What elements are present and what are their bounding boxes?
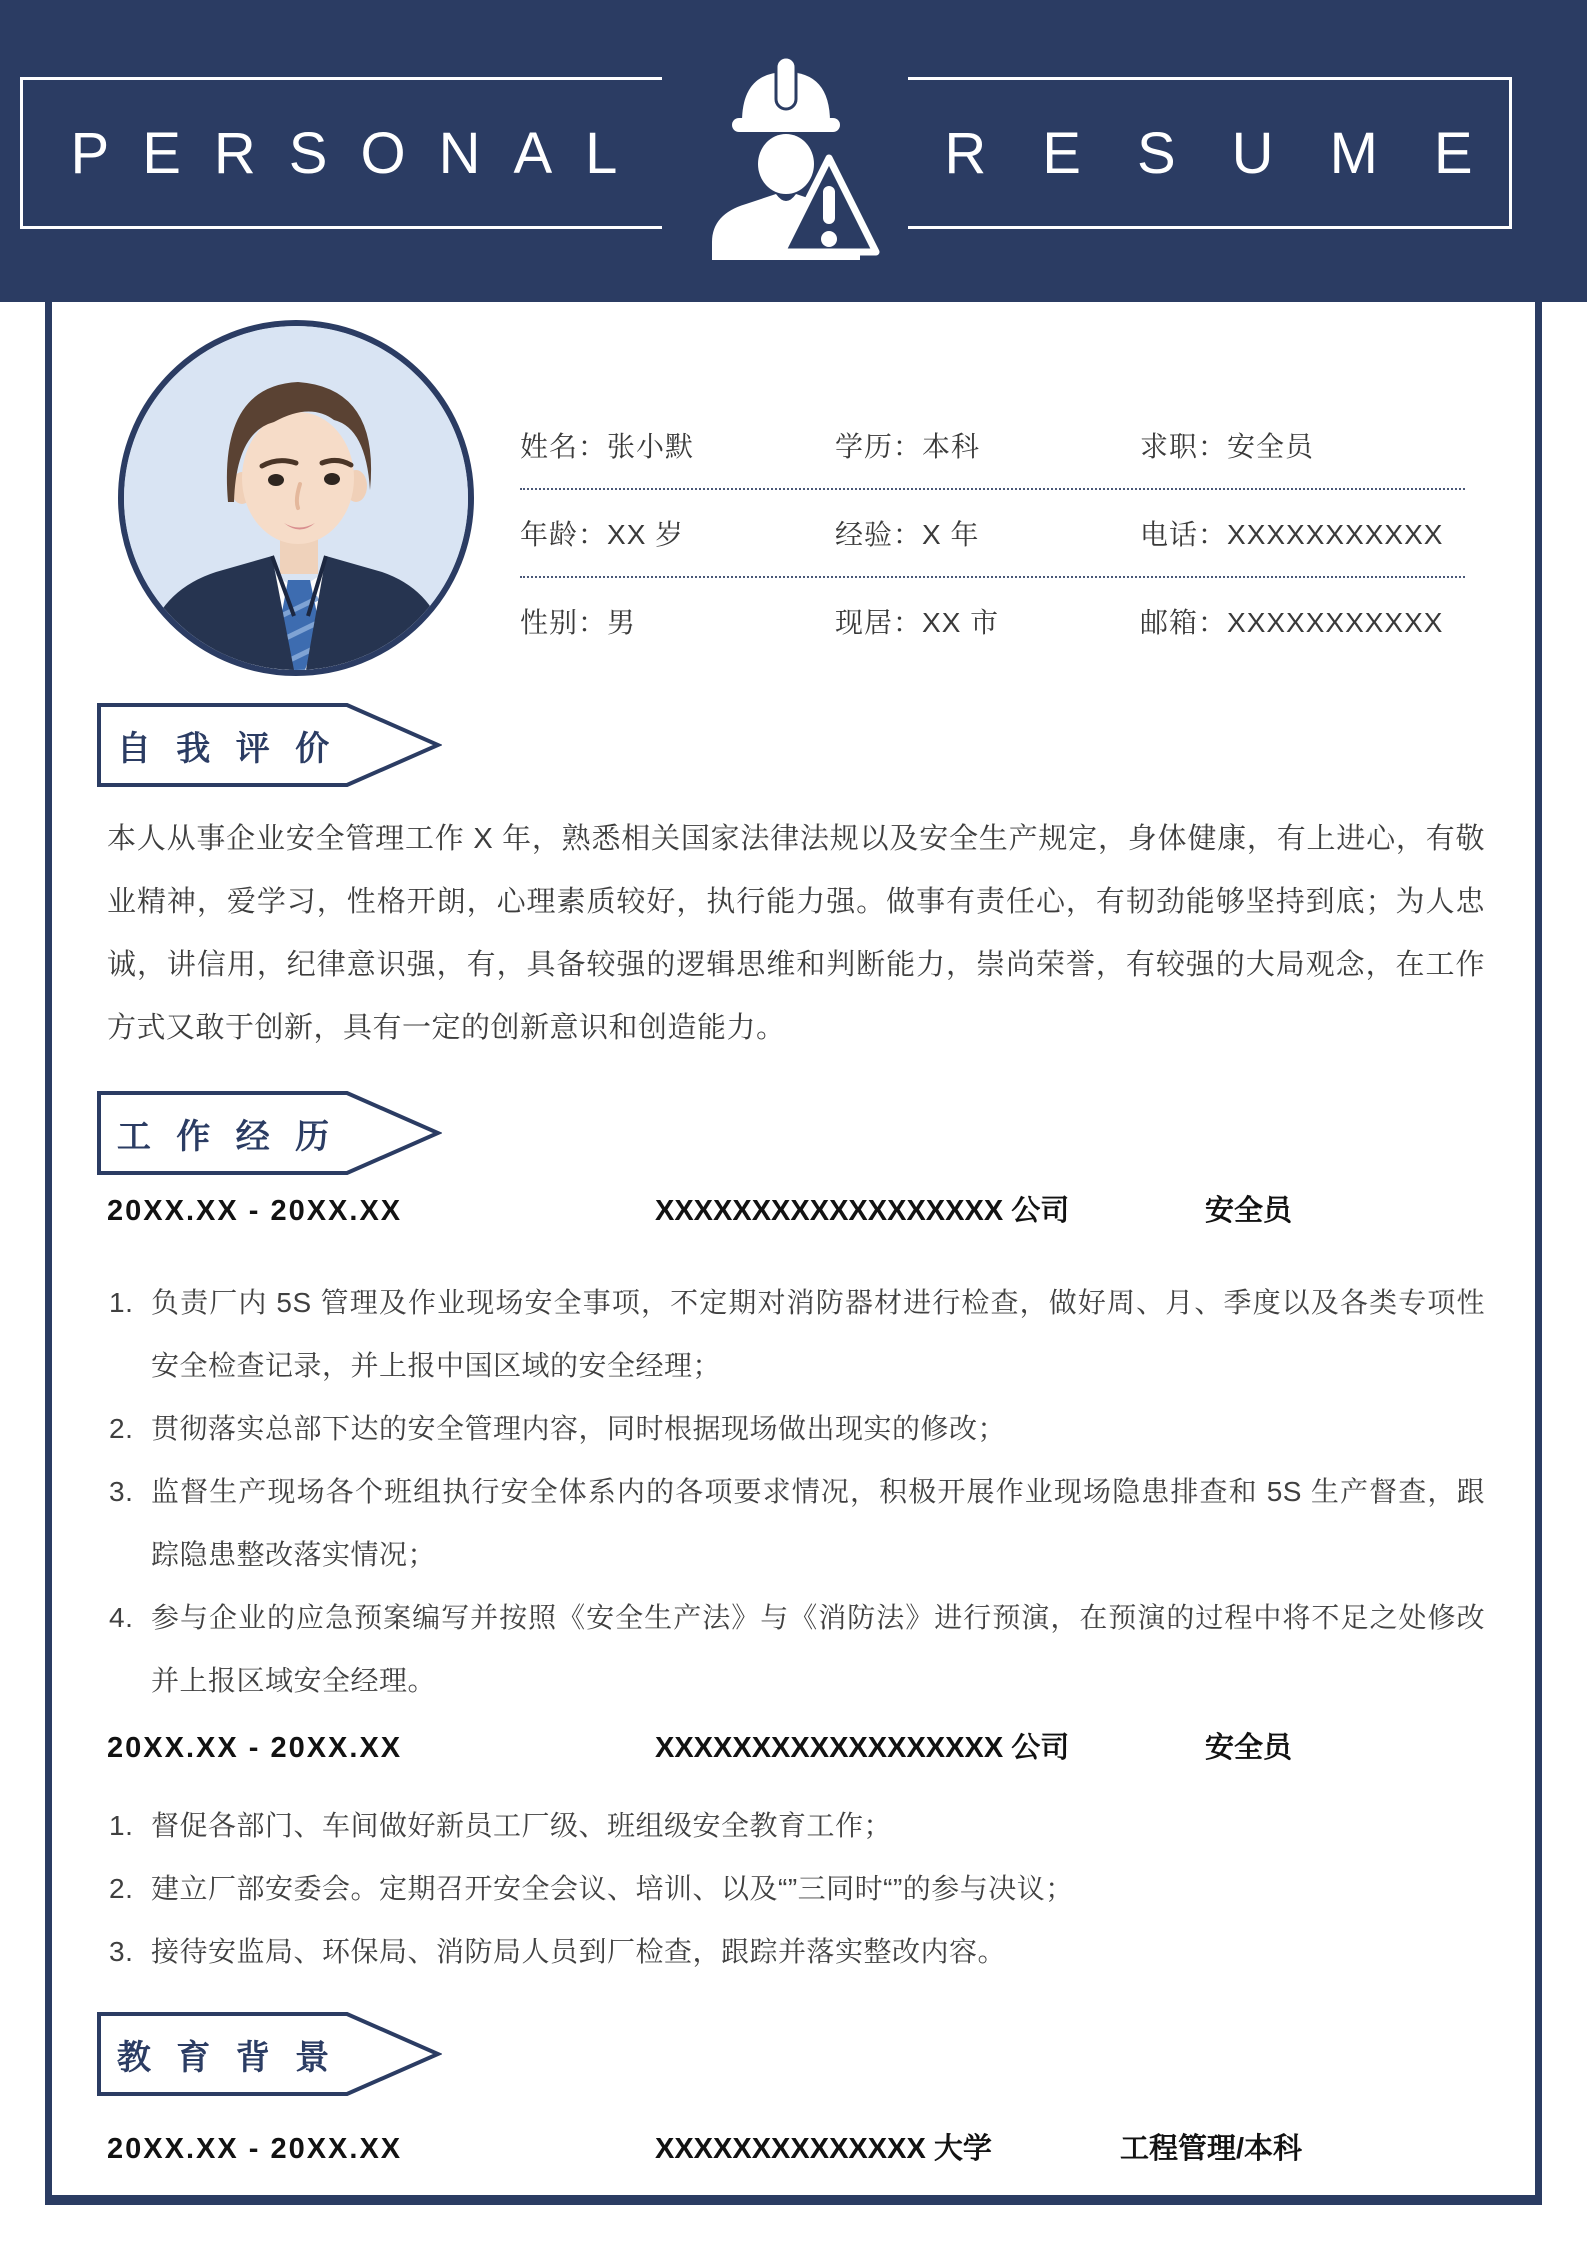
field-gender xyxy=(520,601,835,641)
job-1-period: 20XX.XX - 20XX.XX xyxy=(107,1195,403,1227)
field-experience-value: X 年 xyxy=(922,519,980,550)
field-name xyxy=(520,425,835,465)
education-period: 20XX.XX - 20XX.XX xyxy=(107,2133,403,2165)
header-title-personal xyxy=(20,77,668,229)
self-evaluation-paragraph: 本人从事企业安全管理工作 X 年，熟悉相关国家法律法规以及安全生产规定，身体健康，有上进心，有敬业精神，爱学习，性格开朗，心理素质较好，执行能力强。做事有责任心，有韧劲能够坚持到底；为人忠诚，讲信用，纪律意识强，有，具备较强的逻辑思维和判断能力，崇尚荣誉，有较强的大局观念，在工作方式又敢于创新，具有一定的创新意识和创造能力。 xyxy=(107,823,1485,1044)
job-1-company: XXXXXXXXXXXXXXXXXX 公司 xyxy=(655,1195,1070,1227)
field-age xyxy=(520,513,835,553)
field-gender-label: 性别： xyxy=(520,607,608,638)
education-entry xyxy=(107,2118,1485,2181)
section-header-work-experience xyxy=(97,1091,442,1175)
list-item: 督促各部门、车间做好新员工厂级、班组级安全教育工作； xyxy=(151,1810,893,1841)
section-title: 教 育 背 景 xyxy=(116,2038,338,2077)
field-name-value: 张小默 xyxy=(607,431,695,462)
section-header-self-evaluation xyxy=(97,703,442,787)
field-objective xyxy=(1140,425,1465,465)
list-item: 贯彻落实总部下达的安全管理内容，同时根据现场做出现实的修改； xyxy=(151,1413,1007,1444)
job-2-heading xyxy=(107,1717,1485,1780)
info-row-2 xyxy=(520,490,1465,578)
field-city-label: 现居： xyxy=(835,607,923,638)
job-1-duty-list xyxy=(107,1271,1485,1712)
info-row-1 xyxy=(520,402,1465,490)
list-item: 参与企业的应急预案编写并按照《安全生产法》与《消防法》进行预演，在预演的过程中将不足之处修改并上报区域安全经理。 xyxy=(151,1602,1485,1696)
personal-title-text: PERSONAL xyxy=(70,120,651,186)
field-objective-value: 安全员 xyxy=(1227,431,1315,462)
job-2-period: 20XX.XX - 20XX.XX xyxy=(107,1732,403,1764)
section-title: 自 我 评 价 xyxy=(116,729,338,768)
work-education-content xyxy=(107,1180,1485,2181)
section-header-education xyxy=(97,2012,442,2096)
field-age-value: XX 岁 xyxy=(607,519,685,550)
personal-info-table xyxy=(520,402,1465,664)
job-2-duty-list xyxy=(107,1794,1485,1983)
education-school: XXXXXXXXXXXXXX 大学 xyxy=(655,2133,992,2165)
list-item: 监督生产现场各个班组执行安全体系内的各项要求情况，积极开展作业现场隐患排查和 5S 生产督查，跟踪隐患整改落实情况； xyxy=(151,1476,1485,1570)
field-email xyxy=(1140,601,1465,641)
job-1-heading xyxy=(107,1180,1485,1243)
resume-title-text: RESUME xyxy=(944,120,1529,186)
field-email-value: XXXXXXXXXXX xyxy=(1227,607,1444,638)
job-2-company: XXXXXXXXXXXXXXXXXX 公司 xyxy=(655,1732,1070,1764)
field-phone-value: XXXXXXXXXXX xyxy=(1227,519,1444,550)
header-title-resume xyxy=(905,77,1529,229)
education-major: 工程管理/本科 xyxy=(1120,2133,1303,2165)
job-1-role: 安全员 xyxy=(1205,1195,1293,1227)
job-2-role: 安全员 xyxy=(1205,1732,1293,1764)
safety-worker-warning-icon xyxy=(680,56,890,260)
section-title: 工 作 经 历 xyxy=(116,1117,338,1156)
field-email-label: 邮箱： xyxy=(1140,607,1228,638)
field-age-label: 年龄： xyxy=(520,519,608,550)
header-icon-holder xyxy=(662,0,908,302)
field-experience xyxy=(835,513,1140,553)
field-phone xyxy=(1140,513,1465,553)
male-portrait-illustration xyxy=(124,326,468,670)
field-city-value: XX 市 xyxy=(922,607,1000,638)
list-item: 建立厂部安委会。定期召开安全会议、培训、以及“”三同时“”的参与决议； xyxy=(151,1873,1074,1904)
field-name-label: 姓名： xyxy=(520,431,608,462)
list-item: 接待安监局、环保局、消防局人员到厂检查，跟踪并落实整改内容。 xyxy=(151,1936,1007,1967)
header-band xyxy=(0,0,1587,302)
info-row-3 xyxy=(520,578,1465,664)
field-city xyxy=(835,601,1140,641)
field-degree-label: 学历： xyxy=(835,431,923,462)
field-objective-label: 求职： xyxy=(1140,431,1228,462)
avatar xyxy=(118,320,474,676)
field-gender-value: 男 xyxy=(607,607,637,638)
field-phone-label: 电话： xyxy=(1140,519,1228,550)
field-degree xyxy=(835,425,1140,465)
field-experience-label: 经验： xyxy=(835,519,923,550)
field-degree-value: 本科 xyxy=(922,431,981,462)
list-item: 负责厂内 5S 管理及作业现场安全事项，不定期对消防器材进行检查，做好周、月、季度以及各类专项性安全检查记录，并上报中国区域的安全经理； xyxy=(151,1287,1485,1381)
